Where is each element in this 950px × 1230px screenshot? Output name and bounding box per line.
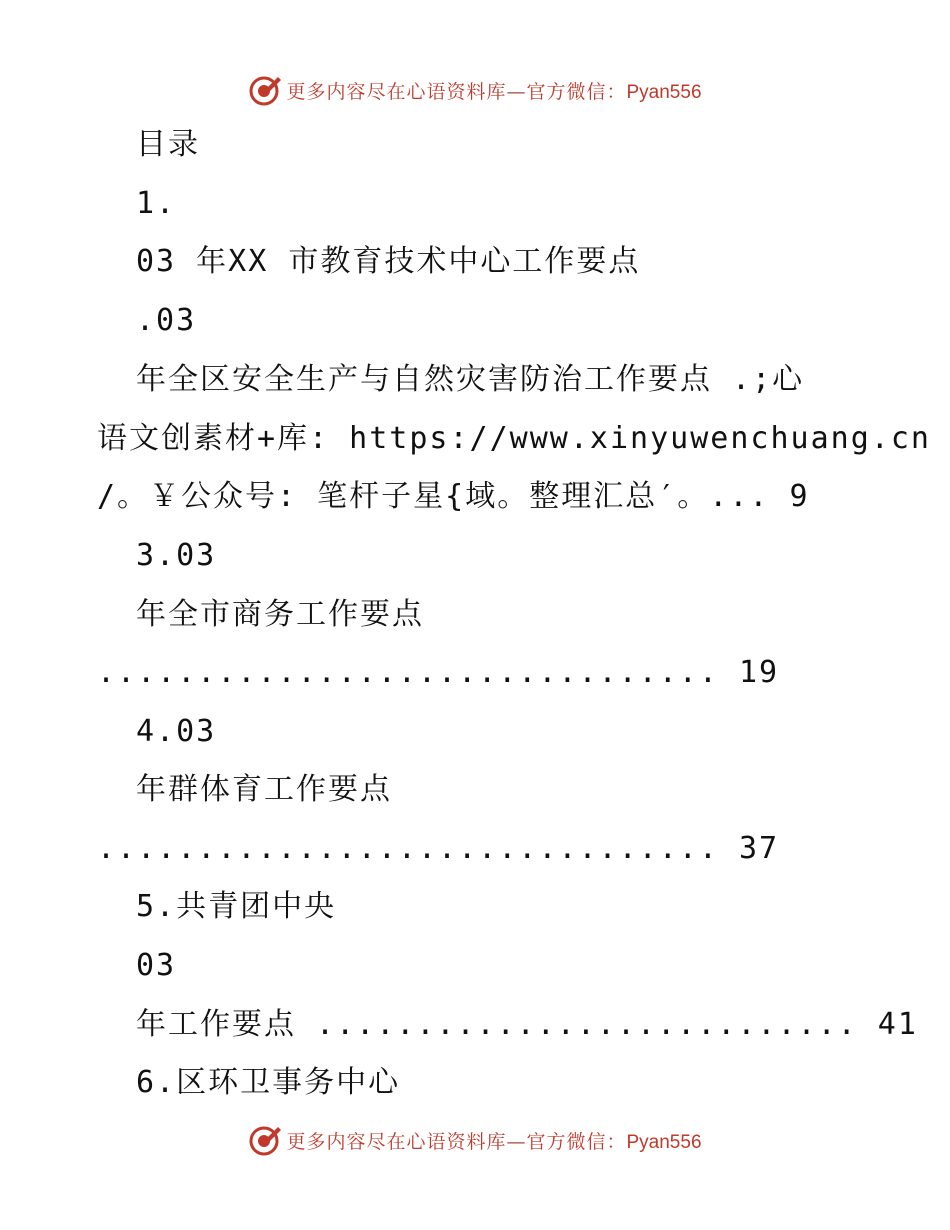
- toc-line: 6.区环卫事务中心: [136, 1065, 401, 1100]
- toc-heading: 目录: [136, 127, 200, 162]
- toc-line: 3.03: [136, 538, 217, 573]
- watermark-banner-top: [0, 70, 950, 110]
- toc-line: 年工作要点 ........................... 41: [136, 1007, 918, 1042]
- toc-line: 03: [136, 948, 177, 983]
- watermark-banner-bottom: [0, 1120, 950, 1160]
- toc-leader-line: ............................... 37: [97, 831, 780, 866]
- toc-line: 03 年XX 市教育技术中心工作要点: [136, 244, 641, 279]
- toc-line: 语文创素材+库: https://www.xinyuwenchuang.cn: [97, 421, 931, 456]
- red-pen-circle-logo-icon: [248, 1123, 282, 1157]
- toc-line: 年全区安全生产与自然灾害防治工作要点 .;心: [136, 362, 805, 397]
- toc-line: 1.: [136, 186, 177, 221]
- toc-line: 4.03: [136, 714, 217, 749]
- toc-line: 年群体育工作要点: [136, 772, 392, 807]
- watermark-text: 更多内容尽在心语资料库—官方微信：Pyan556: [286, 1130, 702, 1153]
- toc-leader-line: ............................... 19: [97, 655, 780, 690]
- toc-line: /。￥公众号: 笔杆子星{域。整理汇总′。... 9: [97, 479, 810, 514]
- toc-line: 年全市商务工作要点: [136, 597, 424, 632]
- watermark-text: 更多内容尽在心语资料库—官方微信：Pyan556: [286, 80, 702, 103]
- toc-line: .03: [136, 303, 197, 338]
- toc-line: 5.共青团中央: [136, 889, 337, 924]
- red-pen-circle-logo-icon: [248, 73, 282, 107]
